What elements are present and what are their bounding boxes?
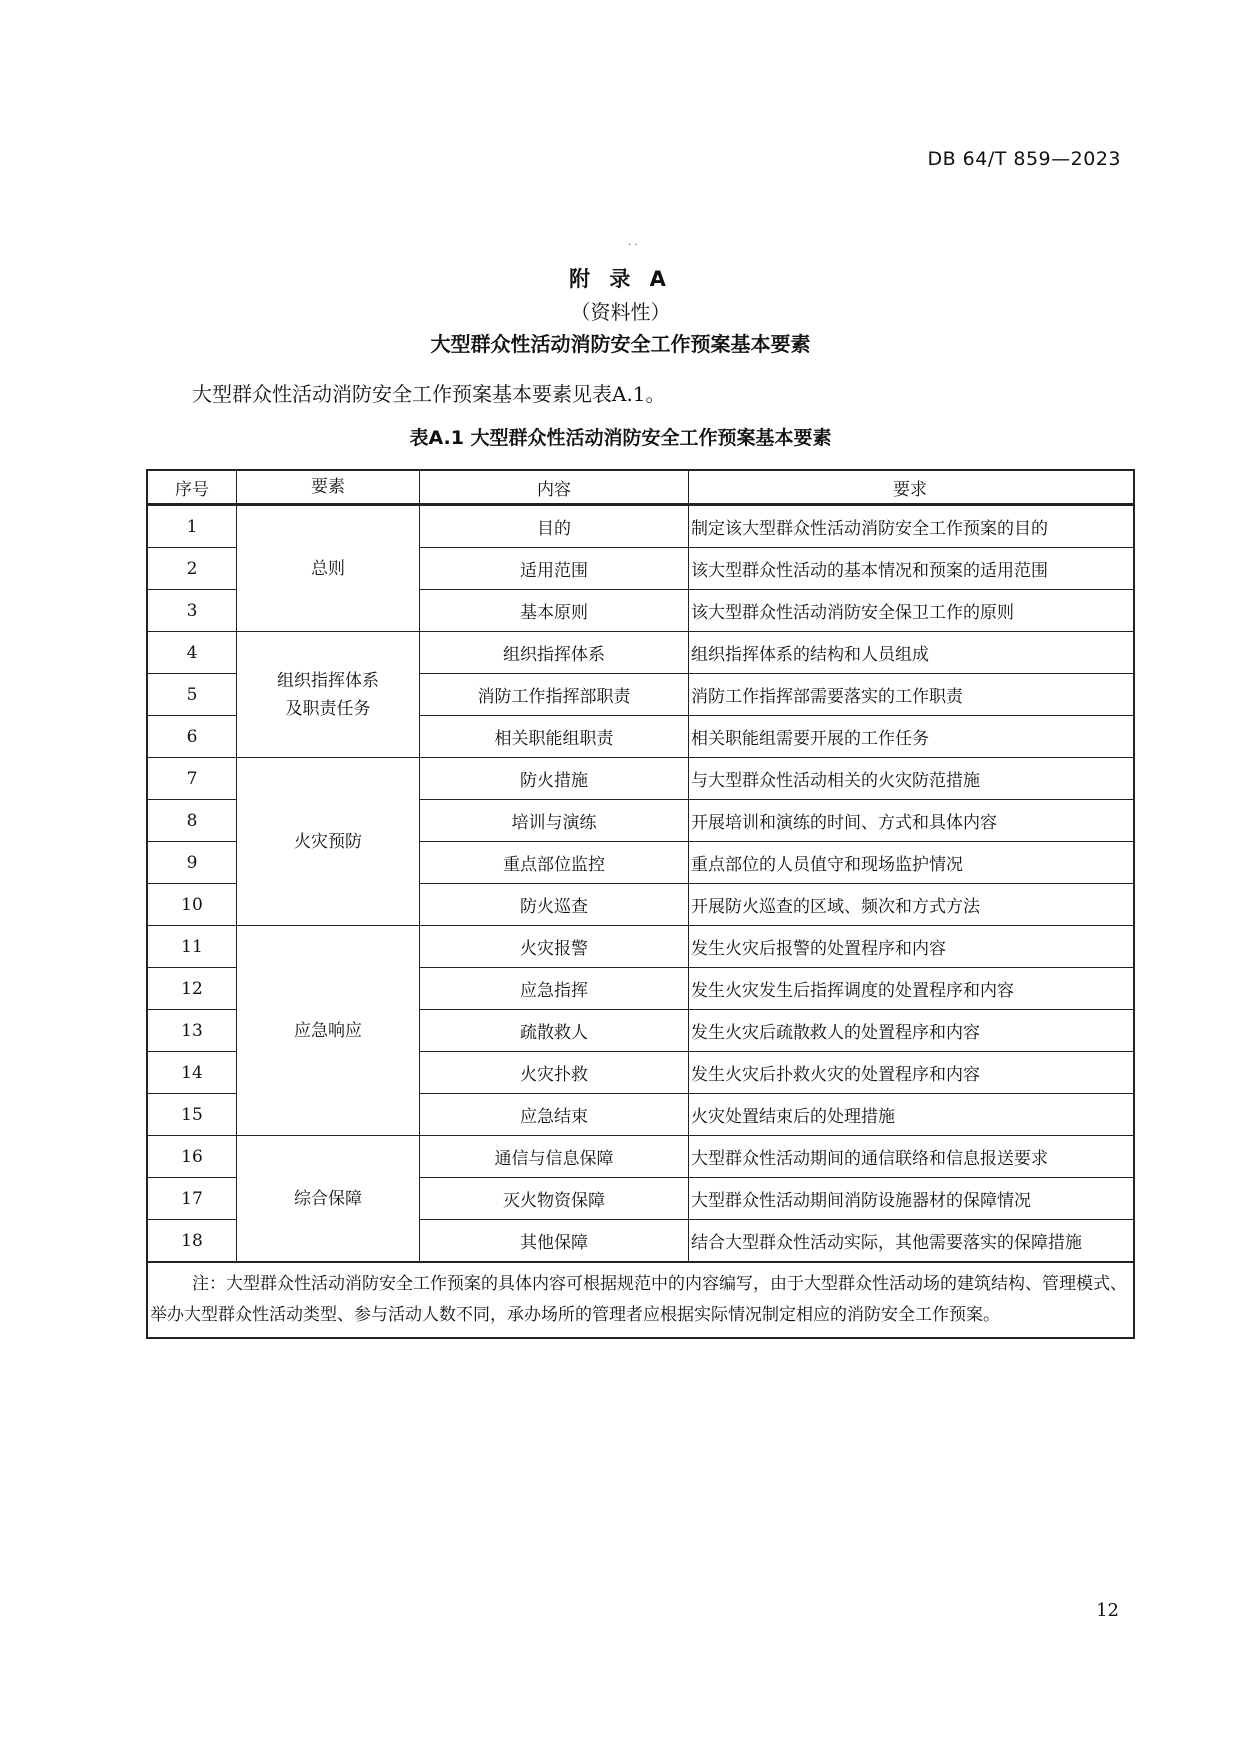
row-number: 6 — [147, 716, 237, 758]
requirement-cell: 消防工作指挥部需要落实的工作职责 — [689, 674, 1135, 716]
content-cell: 基本原则 — [420, 590, 689, 632]
requirement-cell: 开展培训和演练的时间、方式和具体内容 — [689, 800, 1135, 842]
requirement-cell: 制定该大型群众性活动消防安全工作预案的目的 — [689, 505, 1135, 548]
header-element: 要素 — [237, 470, 420, 505]
requirement-cell: 发生火灾后扑救火灾的处置程序和内容 — [689, 1052, 1135, 1094]
row-number: 18 — [147, 1220, 237, 1263]
content-cell: 组织指挥体系 — [420, 632, 689, 674]
row-number: 1 — [147, 505, 237, 548]
content-cell: 应急指挥 — [420, 968, 689, 1010]
element-cell: 综合保障 — [237, 1136, 420, 1263]
content-cell: 其他保障 — [420, 1220, 689, 1263]
requirement-cell: 开展防火巡查的区域、频次和方式方法 — [689, 884, 1135, 926]
table-row — [147, 505, 1134, 548]
element-cell: 应急响应 — [237, 926, 420, 1136]
intro-paragraph: 大型群众性活动消防安全工作预案基本要素见表A.1。 — [192, 382, 666, 406]
row-number: 11 — [147, 926, 237, 968]
row-number: 3 — [147, 590, 237, 632]
content-cell: 防火措施 — [420, 758, 689, 800]
requirement-cell: 该大型群众性活动的基本情况和预案的适用范围 — [689, 548, 1135, 590]
requirement-cell: 发生火灾后疏散救人的处置程序和内容 — [689, 1010, 1135, 1052]
element-cell: 总则 — [237, 505, 420, 632]
content-cell: 相关职能组职责 — [420, 716, 689, 758]
requirement-cell: 结合大型群众性活动实际，其他需要落实的保障措施 — [689, 1220, 1135, 1263]
row-number: 17 — [147, 1178, 237, 1220]
table-caption: 表A.1 大型群众性活动消防安全工作预案基本要素 — [409, 427, 832, 449]
requirement-cell: 与大型群众性活动相关的火灾防范措施 — [689, 758, 1135, 800]
row-number: 16 — [147, 1136, 237, 1178]
requirement-cell: 该大型群众性活动消防安全保卫工作的原则 — [689, 590, 1135, 632]
appendix-title: 附 录 A — [569, 267, 672, 291]
appendix-subject: 大型群众性活动消防安全工作预案基本要素 — [430, 332, 811, 356]
content-cell: 火灾报警 — [420, 926, 689, 968]
table-row — [147, 1136, 1134, 1178]
content-cell: 应急结束 — [420, 1094, 689, 1136]
table-row — [147, 632, 1134, 674]
table-row — [147, 758, 1134, 800]
element-cell: 组织指挥体系 及职责任务 — [237, 632, 420, 758]
content-cell: 疏散救人 — [420, 1010, 689, 1052]
content-cell: 灭火物资保障 — [420, 1178, 689, 1220]
row-number: 13 — [147, 1010, 237, 1052]
requirement-cell: 组织指挥体系的结构和人员组成 — [689, 632, 1135, 674]
content-cell: 目的 — [420, 505, 689, 548]
content-cell: 火灾扑救 — [420, 1052, 689, 1094]
content-cell: 重点部位监控 — [420, 842, 689, 884]
table-row — [147, 926, 1134, 968]
header-no: 序号 — [147, 470, 237, 505]
decorative-dots: · · — [628, 240, 638, 251]
element-cell: 火灾预防 — [237, 758, 420, 926]
content-cell: 通信与信息保障 — [420, 1136, 689, 1178]
table-header-row — [147, 470, 1134, 505]
row-number: 5 — [147, 674, 237, 716]
requirement-cell: 大型群众性活动期间消防设施器材的保障情况 — [689, 1178, 1135, 1220]
requirement-cell: 大型群众性活动期间的通信联络和信息报送要求 — [689, 1136, 1135, 1178]
content-cell: 消防工作指挥部职责 — [420, 674, 689, 716]
row-number: 12 — [147, 968, 237, 1010]
requirement-cell: 发生火灾发生后指挥调度的处置程序和内容 — [689, 968, 1135, 1010]
requirements-table — [146, 469, 1135, 1339]
content-cell: 培训与演练 — [420, 800, 689, 842]
table-body — [147, 505, 1134, 1263]
requirement-cell: 相关职能组需要开展的工作任务 — [689, 716, 1135, 758]
content-cell: 适用范围 — [420, 548, 689, 590]
row-number: 15 — [147, 1094, 237, 1136]
row-number: 10 — [147, 884, 237, 926]
header-requirement: 要求 — [689, 470, 1135, 505]
document-code: DB 64/T 859—2023 — [927, 148, 1121, 170]
row-number: 8 — [147, 800, 237, 842]
row-number: 2 — [147, 548, 237, 590]
page-number: 12 — [1096, 1600, 1119, 1621]
row-number: 7 — [147, 758, 237, 800]
header-content: 内容 — [420, 470, 689, 505]
appendix-nature: （资料性） — [570, 300, 671, 324]
requirement-cell: 发生火灾后报警的处置程序和内容 — [689, 926, 1135, 968]
requirement-cell: 火灾处置结束后的处理措施 — [689, 1094, 1135, 1136]
note-row — [147, 1262, 1134, 1338]
row-number: 4 — [147, 632, 237, 674]
requirement-cell: 重点部位的人员值守和现场监护情况 — [689, 842, 1135, 884]
table-note: 注：大型群众性活动消防安全工作预案的具体内容可根据规范中的内容编写，由于大型群众性活动场的建筑结构、管理模式、举办大型群众性活动类型、参与活动人数不同，承办场所的管理者应根据实际情况制定相应的消防安全工作预案。 — [147, 1262, 1134, 1338]
row-number: 9 — [147, 842, 237, 884]
content-cell: 防火巡查 — [420, 884, 689, 926]
row-number: 14 — [147, 1052, 237, 1094]
